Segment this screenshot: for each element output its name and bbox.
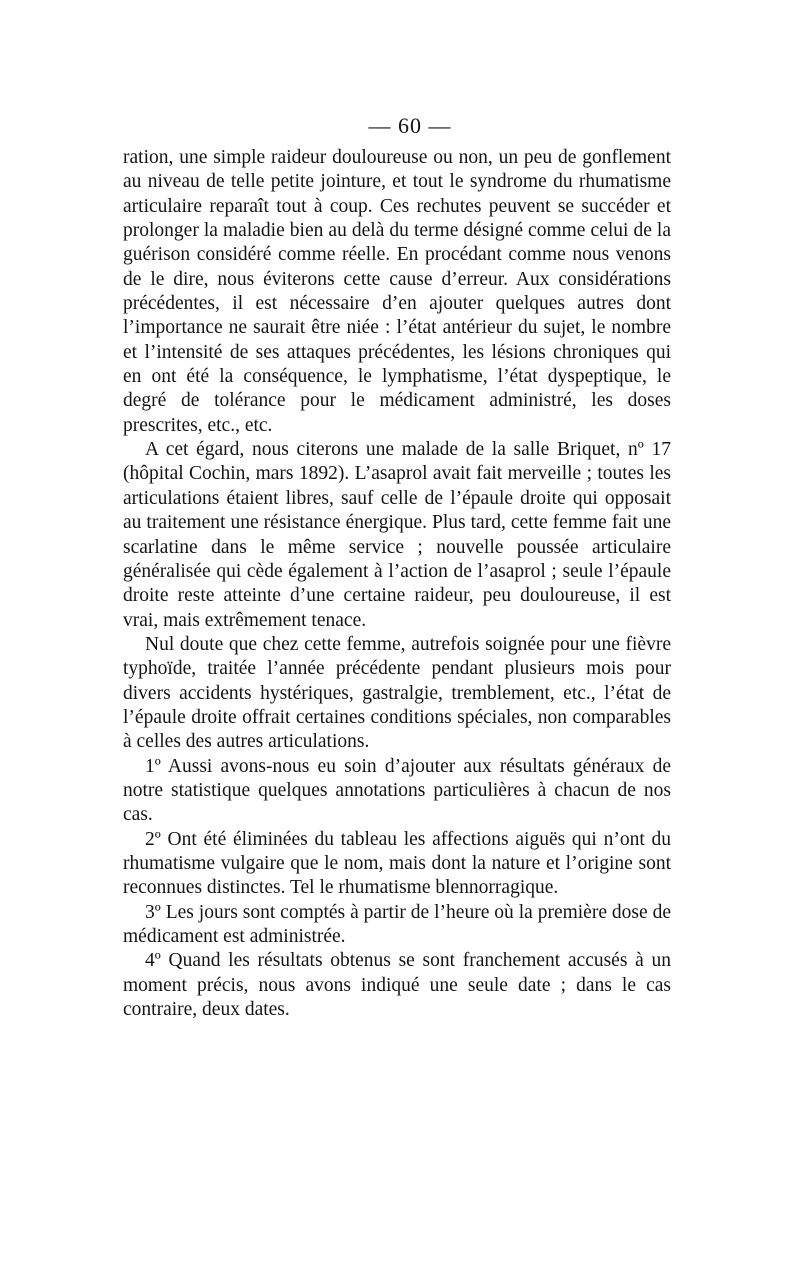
note-item-3: 3º Les jours sont comptés à partir de l’heure où la première dose de médicament est administrée. [123,901,671,947]
page-number: — 60 — [368,113,452,138]
paragraph-case-analysis: Nul doute que chez cette femme, autrefois soignée pour une fièvre typhoïde, traitée l’année précédente pendant plusieurs mois pour divers accidents hystériques, gastralgie, tremblement, etc., l’état de l’épaule droite offrait certaines conditions spéciales, non comparables à celles des autres articulations. [123,633,671,753]
note-item-4: 4º Quand les résultats obtenus se sont franchement accusés à un moment précis, nous avons indiqué une seule date ; dans le cas contraire, deux dates. [123,950,671,1021]
body-text [123,146,671,1022]
note-item-2: 2º Ont été éliminées du tableau les affections aiguës qui n’ont du rhumatisme vulgaire que le nom, mais dont la nature et l’origine sont reconnues distinctes. Tel le rhumatisme blennorragique. [123,828,671,899]
note-item-1: 1º Aussi avons-nous eu soin d’ajouter aux résultats généraux de notre statistique quelques annotations particulières à chacun de nos cas. [123,755,671,826]
paragraph-continuation: ration, une simple raideur douloureuse ou non, un peu de gonflement au niveau de telle petite jointure, et tout le syndrome du rhumatisme articulaire reparaît tout à coup. Ces rechutes peuvent se succéder et prolonger la maladie bien au delà du terme désigné comme celui de la guérison considéré comme réelle. En procédant comme nous venons de le dire, nous éviterons cette cause d’erreur. Aux considérations précédentes, il est nécessaire d’en ajouter quelques autres dont l’importance ne saurait être niée : l’état antérieur du sujet, le nombre et l’intensité de ses attaques précédentes, les lésions chroniques qui en ont été la conséquence, le lymphatisme, l’état dyspeptique, le degré de tolérance pour le médicament administré, les doses prescrites, etc., etc. [123,147,671,436]
paragraph-case-description: A cet égard, nous citerons une malade de la salle Briquet, nº 17 (hôpital Cochin, mars 1892). L’asaprol avait fait merveille ; toutes les articulations étaient libres, sauf celle de l’épaule droite qui opposait au traitement une résistance énergique. Plus tard, cette femme fait une scarlatine dans le même service ; nouvelle poussée articulaire généralisée qui cède également à l’action de l’asaprol ; seule l’épaule droite reste atteinte d’une certaine raideur, peu douloureuse, il est vrai, mais extrêmement tenace. [123,439,671,631]
